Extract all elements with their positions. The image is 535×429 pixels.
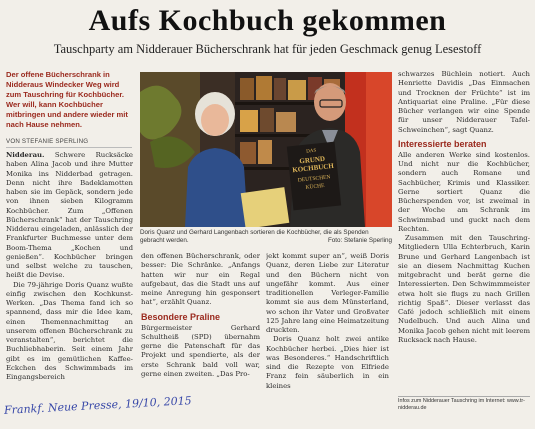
byline: VON STEFANIE SPERLING	[6, 138, 132, 148]
paragraph	[6, 151, 133, 281]
paragraph: Bürgermeister Gerhard Schultheiß (SPD) übernahm gerne die Patenschaft für das Projekt und spendierte, als der erste Schrank bald voll war, gerne einen zweiten. „Das Pro-	[141, 323, 260, 378]
paragraph: den offenen Bücherschrank, oder besser: Die Schränke. „Anfangs hatten wir nur ein Regal aufgebaut, das die Stadt uns auf meine Anregung hin gesponsert hat“, erzählt Quanz.	[141, 252, 260, 307]
photo-illustration	[140, 72, 392, 227]
dateline: Nidderau.	[6, 151, 45, 159]
photo-credit: Foto: Stefanie Sperling	[327, 237, 392, 244]
article-column-3	[266, 252, 389, 404]
section-subtitle: Besondere Praline	[141, 311, 221, 322]
section-subtitle: Interessierte beraten	[398, 138, 487, 149]
photo-caption	[140, 229, 392, 245]
paragraph-text: Schwere Rucksäcke haben Alina Jacob und ihre Mutter Monika ins Nidderbad getragen. Denn nicht ihre Badeklamotten haben sie im Gepäck, sondern jede von ihnen sieben Kilogramm Kochbücher. Zum „Offenen Bücherschrank“ hat der Tauschring Nidderau eingeladen, anlässlich der Frankfurter Buchmesse unter dem Boom-Thema „Kochen und genießen“. Kochbücher bringen und selbst welche zu tauschen, heißt die Devise.	[6, 151, 133, 280]
photo-caption-text: Doris Quanz und Gerhard Langenbach sortieren die Kochbücher, die als Spenden gebracht werden.	[140, 229, 369, 244]
teaser-text: Der offene Bücherschrank in Nidderaus Windecker Weg wird zum Tauschring für Kochbücher. Wer will, kann Kochbücher mitbringen und andere wieder mit nach Hause nehmen.	[6, 70, 128, 129]
article-photo	[140, 72, 392, 227]
paragraph: Alle anderen Werke sind kostenlos. Und nicht nur die Kochbücher, sondern auch Romane und Sachbücher, Krimis und Klassiker. Gerne sortiert Quanz die Bücherspenden vor, ist zweimal in der Woche am Schrank im Schwimmbad und guckt nach dem Rechten.	[398, 150, 530, 233]
paragraph: jekt kommt super an“, weiß Doris Quanz, deren Liebe zur Literatur und den Büchern nicht von ungefähr kommt. Aus einer traditionellen Verleger-Familie kommt sie aus dem Münsterland, wo schon ihr Vater und Großvater 125 Jahre lang eine Heimatzeitung druckten.	[266, 252, 389, 334]
article-column-1	[6, 151, 133, 383]
book-cover	[288, 146, 340, 208]
paragraph: Zusammen mit den Tauschring-Mitgliedern Ulla Echterbruch, Karin Brune und Gerhard Langenbach ist sie an diesem Nachmittag Kuchen mitgebracht und berät gerne die Interessierten. Den Schwimmmeister etwa holt sie flugs zu nach Grillen richtig Spaß“. Dieser verlasst das Café jedoch schließlich mit einem Nudelbuch. Und auch Alina und Monika Jacob gehen nicht mit leerem Rucksack nach Hause.	[398, 234, 530, 344]
paragraph: schwarzes Büchlein notiert. Auch Henriette Davidis „Das Einmachen und Trocknen der Früchte“ ist im Antiquariat eine Praline. „Für diese Bücher verlangen wir eine Spende für unser Nidderauer Tafel-Schweinchen“, sagt Quanz.	[398, 70, 530, 134]
book-cover-title-top: DAS	[306, 148, 317, 155]
paragraph: Die 79-jährige Doris Quanz wußte einfig zwischen den Kochkunst-Werken. „Das Thema fand ich so spannend, dass mir die Idee kam, einen Themennachmittag an unserem offenen Bücherschrank zu veranstalten“, berichtet die Buchliebhaberin. Seit einem Jahr gibt es im gemütlichen Kaffee-Eckchen des Schwimmbads im Eingangsbereich	[6, 280, 133, 381]
handwritten-source-note: Frankf. Neue Presse, 19/10, 2015	[3, 394, 192, 417]
paragraph: Doris Quanz holt zwei antike Kochbücher herbei. „Dies hier ist was Besonderes.“ Handschriftlich sind die Rezepte von Elfriede Franz fein säuberlich in ein kleines	[266, 335, 389, 390]
info-box: Infos zum Nidderauer Tauschring im Internet: www.tr-nidderau.de	[398, 396, 530, 412]
article-column-2	[141, 252, 260, 404]
book-cover-subtitle: DEUTSCHEN KÜCHE	[297, 174, 331, 191]
headline: Aufs Kochbuch gekommen	[88, 4, 447, 37]
book-cover-title: GRUND KOCHBUCH	[291, 154, 335, 175]
article-column-4	[398, 70, 530, 395]
subheadline: Tauschparty am Nidderauer Bücherschrank hat für jeden Geschmack genug Lesestoff	[53, 42, 482, 56]
